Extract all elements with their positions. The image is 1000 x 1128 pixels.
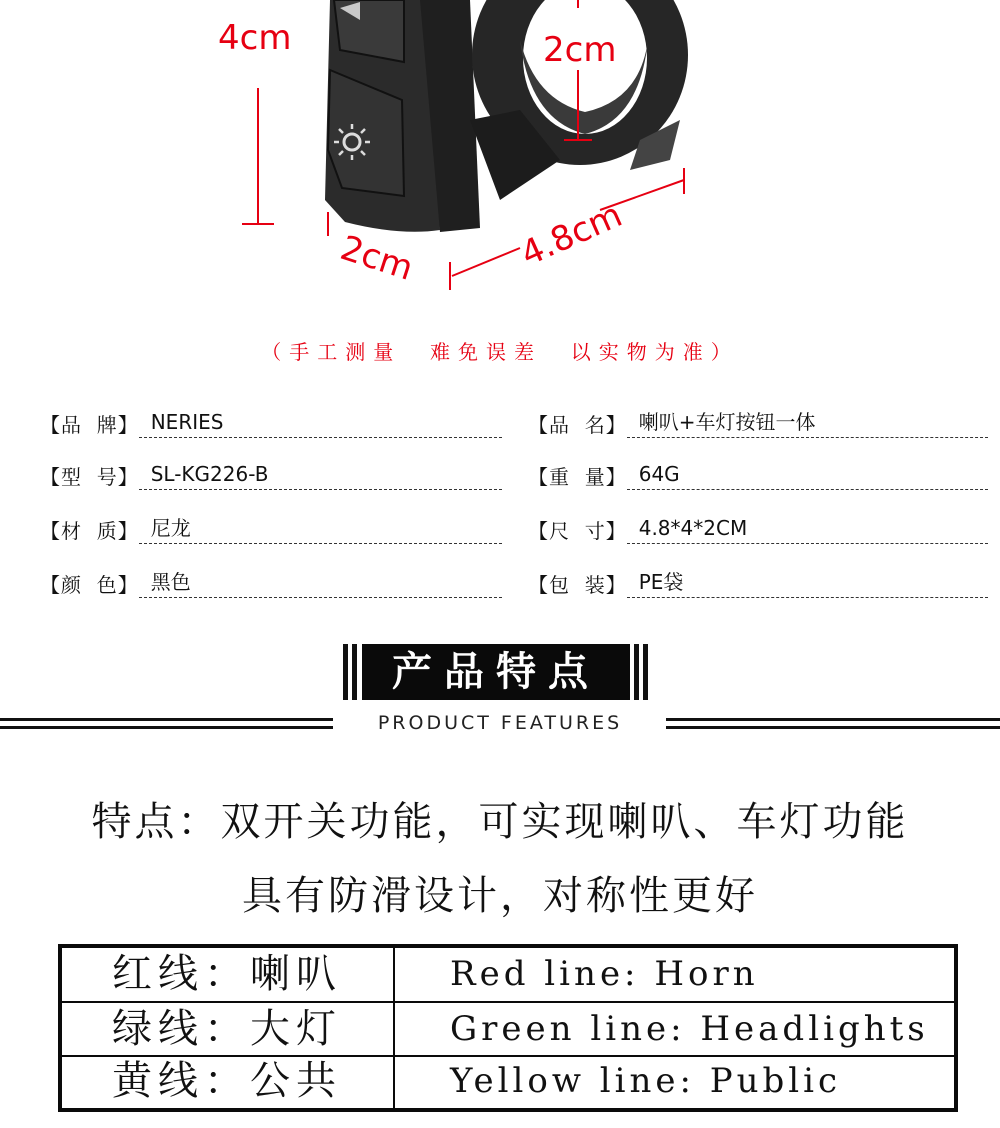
width-dimension-label: 4.8cm bbox=[515, 194, 629, 275]
section-title: 产品特点 bbox=[362, 644, 630, 700]
spec-value: NERIES bbox=[139, 408, 502, 438]
spec-size bbox=[528, 512, 988, 544]
feature-line-1: 特点：双开关功能，可实现喇叭、车灯功能 bbox=[91, 799, 909, 845]
switch-illustration bbox=[0, 0, 1000, 300]
spec-product-name bbox=[528, 406, 988, 438]
table-row bbox=[62, 1003, 954, 1056]
wire-label-zh: 黄线：公共 bbox=[112, 1058, 342, 1104]
section-subtitle: PRODUCT FEATURES bbox=[377, 712, 623, 734]
spec-value: 黑色 bbox=[139, 568, 502, 598]
spec-packaging bbox=[528, 566, 988, 598]
spec-color bbox=[40, 566, 502, 598]
spec-material bbox=[40, 512, 502, 544]
ring-dimension-label: 2cm bbox=[543, 30, 617, 70]
wire-table bbox=[58, 944, 958, 1112]
spec-value: 4.8*4*2CM bbox=[627, 514, 988, 544]
spec-value: 尼龙 bbox=[139, 514, 502, 544]
spec-value: PE袋 bbox=[627, 568, 988, 598]
depth-dimension-label: 2cm bbox=[335, 228, 418, 289]
wire-label-en: Green line: Headlights bbox=[450, 1009, 929, 1049]
spec-key: 【包 装】 bbox=[528, 573, 627, 597]
table-row bbox=[62, 1055, 954, 1108]
spec-key: 【材 质】 bbox=[40, 519, 139, 543]
measurement-note: （手工测量 难免误差 以实物为准） bbox=[261, 340, 739, 364]
spec-weight bbox=[528, 458, 988, 490]
spec-key: 【品 名】 bbox=[528, 413, 627, 437]
product-photo bbox=[0, 0, 1000, 300]
spec-key: 【品 牌】 bbox=[40, 413, 139, 437]
height-dimension-label: 4cm bbox=[218, 18, 292, 58]
spec-value: SL-KG226-B bbox=[139, 460, 502, 490]
spec-value: 喇叭+车灯按钮一体 bbox=[627, 408, 988, 438]
spec-model bbox=[40, 458, 502, 490]
wire-label-zh: 绿线：大灯 bbox=[112, 1006, 342, 1052]
feature-line-2: 具有防滑设计，对称性更好 bbox=[242, 873, 758, 919]
spec-key: 【颜 色】 bbox=[40, 573, 139, 597]
header-right-double-rule bbox=[666, 718, 1000, 729]
table-row bbox=[62, 948, 954, 1001]
header-left-bars bbox=[343, 644, 358, 700]
wire-label-en: Yellow line: Public bbox=[450, 1061, 842, 1101]
header-right-bars bbox=[634, 644, 649, 700]
spec-key: 【型 号】 bbox=[40, 465, 139, 489]
spec-key: 【尺 寸】 bbox=[528, 519, 627, 543]
spec-brand bbox=[40, 406, 502, 438]
wire-label-zh: 红线：喇叭 bbox=[112, 951, 342, 997]
spec-key: 【重 量】 bbox=[528, 465, 627, 489]
wire-label-en: Red line: Horn bbox=[450, 954, 759, 994]
spec-value: 64G bbox=[627, 460, 988, 490]
